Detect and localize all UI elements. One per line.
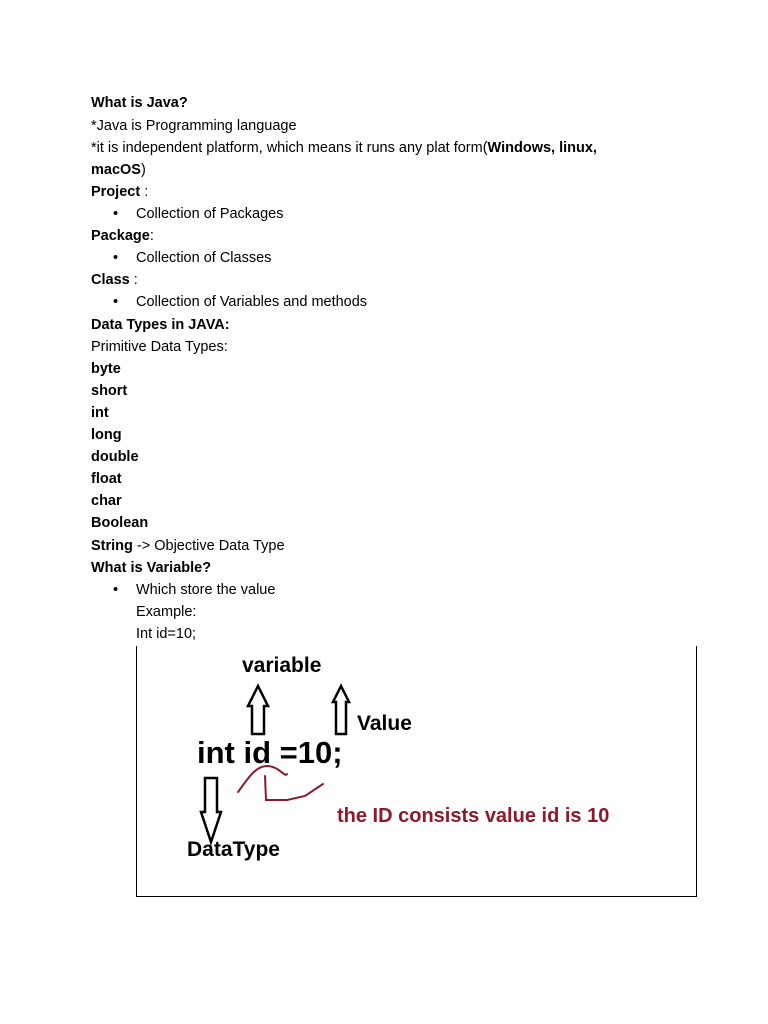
package-item: Collection of Classes (136, 250, 272, 266)
variable-label: variable (242, 654, 322, 677)
type-item: byte (91, 361, 121, 377)
project-item: Collection of Packages (136, 206, 284, 222)
string-line (91, 536, 285, 556)
string-label: String (91, 538, 133, 554)
bullet-icon: • (113, 250, 119, 266)
string-desc: -> Objective Data Type (132, 538, 285, 554)
heading-what-is-java: What is Java? (91, 95, 188, 111)
primitive-heading: Primitive Data Types: (91, 339, 228, 355)
example-code: Int id=10; (136, 626, 197, 642)
variable-diagram (136, 646, 697, 897)
package-label: Package (91, 228, 150, 244)
java-description-1: *Java is Programming language (91, 118, 297, 134)
down-arrow-icon (201, 778, 221, 842)
type-item: short (91, 383, 128, 399)
example-label: Example: (136, 604, 197, 620)
bullet-icon: • (113, 206, 119, 222)
os-list: Windows, linux, (487, 140, 597, 156)
variable-item: Which store the value (136, 582, 276, 598)
project-label: Project (91, 184, 141, 200)
datatype-label: DataType (187, 838, 280, 861)
os-macos: macOS (91, 162, 141, 178)
type-item: Boolean (91, 515, 149, 531)
code-statement: int id =10; (197, 735, 343, 770)
annotation-note: the ID consists value id is 10 (337, 805, 610, 827)
type-item: int (91, 405, 109, 421)
datatypes-heading: Data Types in JAVA: (91, 317, 230, 333)
hand-annotation (238, 766, 323, 800)
type-item: long (91, 427, 122, 443)
package-colon: : (149, 228, 154, 244)
type-item: char (91, 493, 122, 509)
up-arrow-icon (248, 686, 268, 734)
java-description-2 (91, 138, 597, 158)
value-label: Value (357, 712, 412, 735)
java-description-3 (91, 160, 146, 180)
class-item: Collection of Variables and methods (136, 294, 368, 310)
type-item: double (91, 449, 139, 465)
java-description-2-text: *it is independent platform, which means it runs any plat form( (91, 140, 488, 156)
project-colon: : (140, 184, 149, 200)
class-colon: : (129, 272, 138, 288)
bullet-icon: • (113, 294, 119, 310)
type-item: float (91, 471, 122, 487)
package-heading (91, 226, 154, 246)
bullet-icon: • (113, 582, 119, 598)
up-arrow-icon (333, 686, 349, 734)
paren-close: ) (140, 162, 146, 178)
class-label: Class (91, 272, 130, 288)
class-heading (91, 270, 138, 290)
variable-heading: What is Variable? (91, 560, 212, 576)
project-heading (91, 182, 148, 202)
